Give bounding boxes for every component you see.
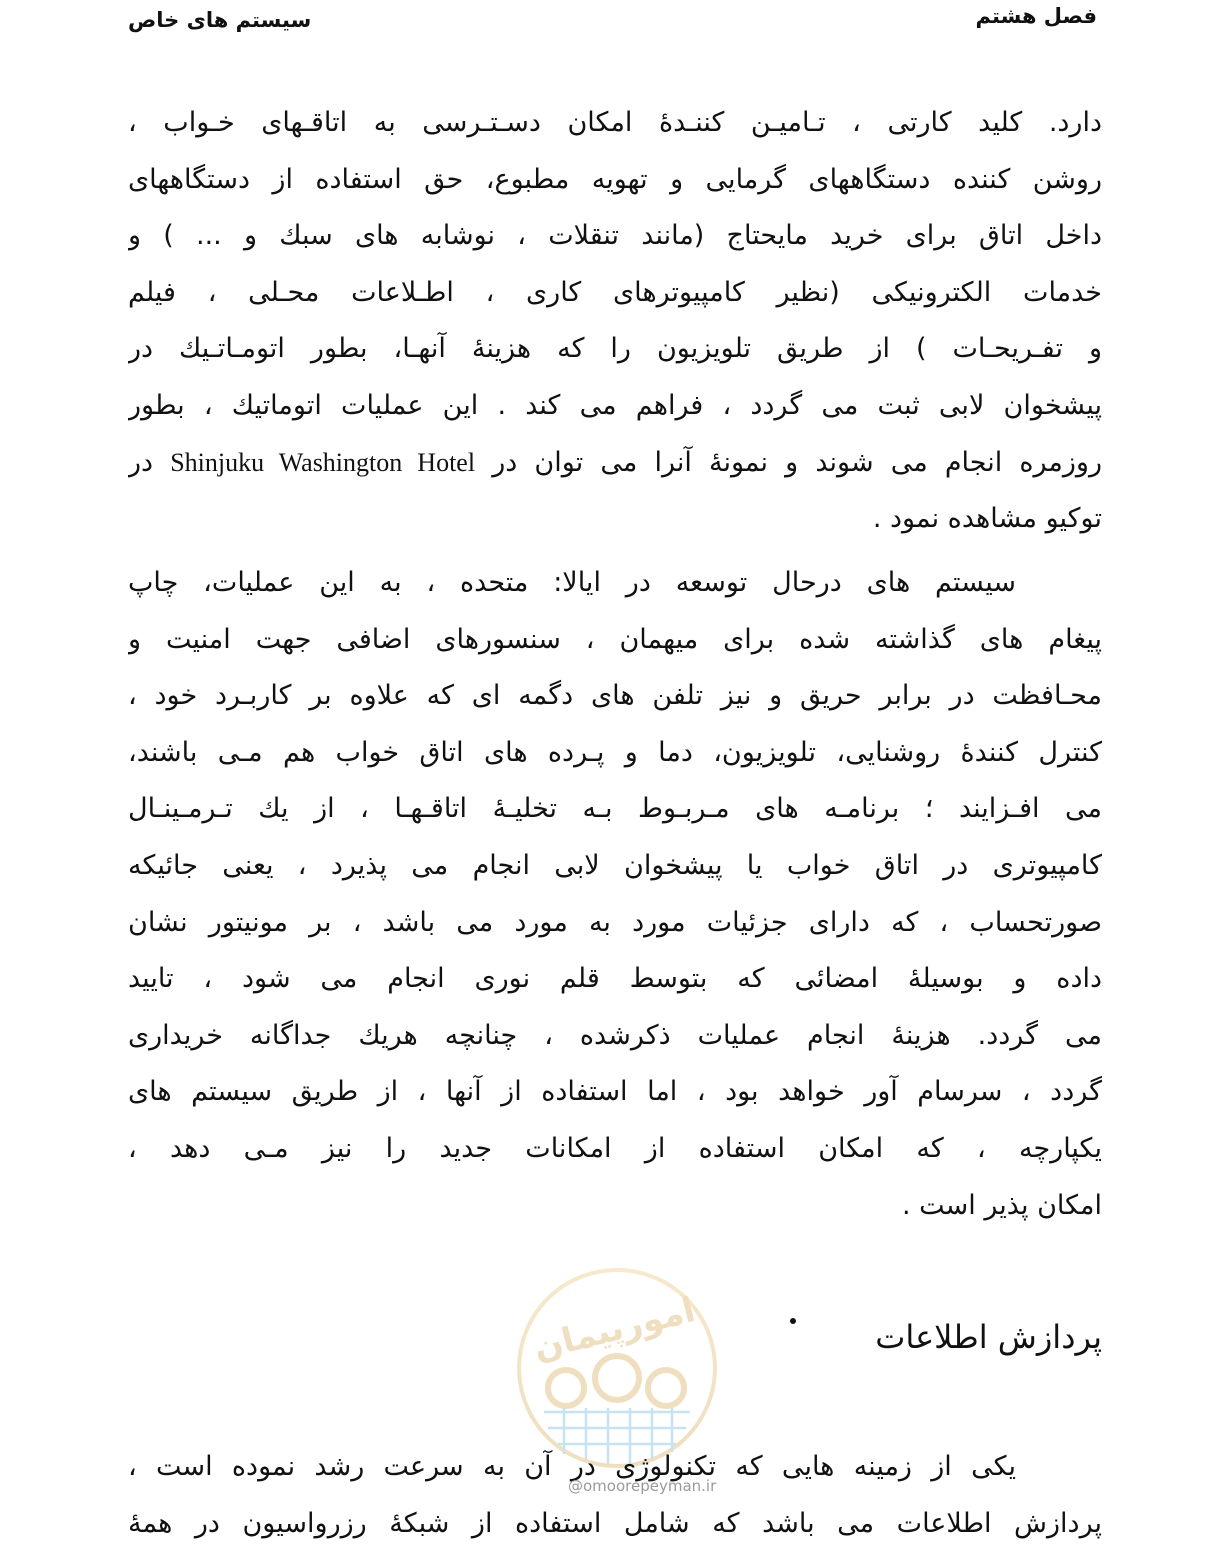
text-line: پیشخوان لابی ثبت می گردد ، فراهم می کند . این عملیات اتوماتیك ، بطور — [128, 389, 1102, 421]
text-line: امکان پذیر است . — [902, 1189, 1102, 1221]
text-line: خدمات الکترونیکی (نظیر کامپیوترهای کاری ، اطـلاعات محـلی ، فیلم — [128, 276, 1102, 308]
running-header-chapter-title: سیستم های خاص — [128, 8, 312, 32]
text-line: یکپارچه ، که امکان استفاده از امکانات جدید را نیز مـی دهد ، — [128, 1132, 1102, 1164]
text-line: روشن کننده دستگاههای گرمایی و تهویه مطبوع، حق استفاده از دستگاههای — [128, 163, 1102, 195]
text-segment: در — [128, 446, 154, 478]
text-line: می افـزایند ؛ برنامـه های مـربـوط بـه تخلیـهٔ اتاقـهـا ، از یك تـرمـینـال — [128, 793, 1102, 825]
text-line: توکیو مشاهده نمود . — [872, 503, 1102, 535]
text-line: کامپیوتری در اتاق خواب یا پیشخوان لابی انجام می پذیرد ، یعنی جائیکه — [128, 849, 1102, 881]
paragraph-3 — [128, 1439, 1102, 1552]
text-line: داده و بوسیلهٔ امضائی که بتوسط قلم نوری انجام می شود ، تایید — [128, 963, 1102, 995]
text-line: صورتحساب ، که دارای جزئیات مورد به مورد می باشد ، بر مونیتور نشان — [128, 906, 1102, 938]
text-line-with-hotel-name — [128, 435, 1102, 492]
paragraph-1 — [128, 95, 1102, 548]
watermark-logo-text: امورپیمان — [529, 1289, 700, 1369]
watermark-url: @omoorepeyman.ir — [568, 1477, 717, 1495]
stray-ink-dot — [790, 1318, 796, 1324]
running-header-chapter-number: فصل هشتم — [975, 4, 1097, 28]
text-line: محـافظت در برابر حریق و نیز تلفن های دگمه ای که علاوه بر کاربـرد خود ، — [128, 680, 1102, 712]
text-line: کنترل کنندهٔ روشنایی، تلویزیون، دما و پـرده های اتاق خواب هم مـی باشند، — [128, 736, 1102, 768]
hotel-name: Shinjuku Washington Hotel — [170, 447, 476, 477]
text-line: گردد ، سرسام آور خواهد بود ، اما استفاده از آنها ، از طریق سیستم های — [128, 1076, 1102, 1108]
text-line: پیغام های گذاشته شده برای میهمان ، سنسورهای اضافی جهت امنیت و — [128, 623, 1102, 655]
text-line: می گردد. هزینهٔ انجام عملیات ذکرشده ، چنانچه هریك جداگانه خریداری — [128, 1019, 1102, 1051]
text-line: یکی از زمینه هایی که تکنولوژی در آن به سرعت رشد نموده است ، — [128, 1451, 1016, 1482]
text-line: داخل اتاق برای خرید مایحتاج (مانند تنقلات ، نوشابه های سبك و ... ) و — [128, 220, 1102, 252]
paragraph-2 — [128, 555, 1102, 1234]
text-segment: روزمره انجام می شوند و نمونهٔ آنرا می توان در — [492, 446, 1102, 478]
text-line: پردازش اطلاعات می باشد که شامل استفاده از شبکهٔ رزرواسیون در همهٔ — [128, 1507, 1102, 1539]
text-line: دارد. کلید کارتی ، تـامیـن کننـدهٔ امکان دسـتـرسی به اتاقـهای خـواب ، — [128, 107, 1102, 138]
text-line: سیستم های درحال توسعه در ایالا: متحده ، به این عملیات، چاپ — [128, 567, 1016, 598]
text-line: و تفـریحـات ) از طریق تلویزیون را که هزینهٔ آنهـا، بطور اتومـاتـیك در — [128, 333, 1102, 365]
section-heading: پردازش اطلاعات — [875, 1318, 1102, 1356]
